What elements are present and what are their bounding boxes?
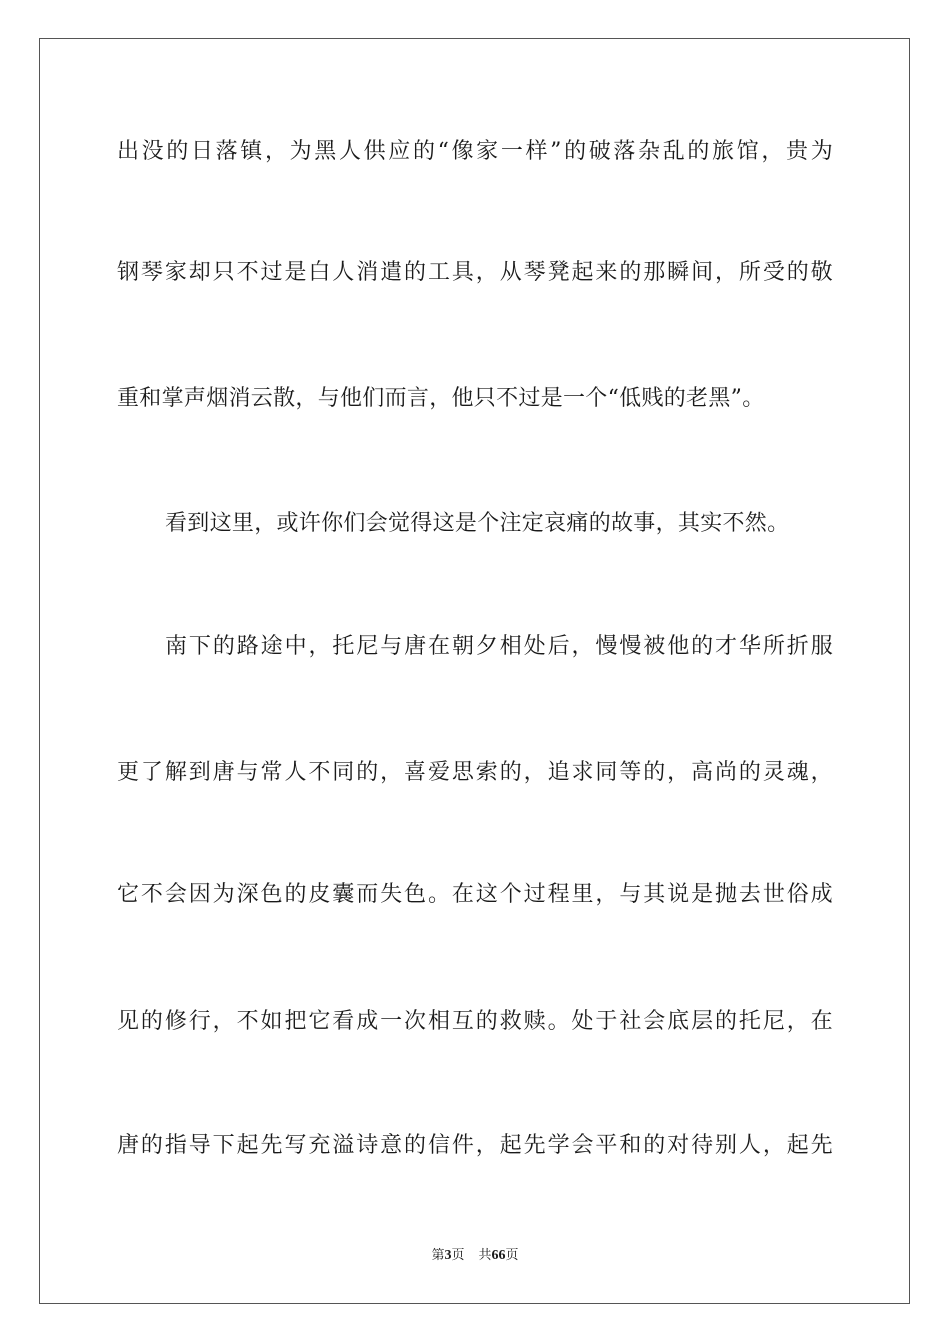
paragraph-3-line-1: 南下的路途中，托尼与唐在朝夕相处后，慢慢被他的才华所折服 — [165, 634, 833, 659]
footer-total-pages: 66 — [491, 1248, 506, 1263]
body-line-2: 钢琴家却只不过是白人消遣的工具，从琴凳起来的那瞬间，所受的敬 — [117, 260, 833, 285]
body-line-1: 出没的日落镇，为黑人供应的“像家一样”的破落杂乱的旅馆，贵为 — [117, 139, 833, 164]
footer-page-suffix: 页 — [451, 1248, 465, 1263]
body-line-3: 重和掌声烟消云散，与他们而言，他只不过是一个“低贱的老黑”。 — [117, 386, 765, 411]
paragraph-3-line-2: 更了解到唐与常人不同的，喜爱思索的，追求同等的，高尚的灵魂， — [117, 760, 833, 785]
page-footer — [0, 1247, 950, 1265]
paragraph-3-line-5: 唐的指导下起先写充溢诗意的信件，起先学会平和的对待别人，起先 — [117, 1133, 833, 1158]
footer-total-prefix: 共 — [478, 1248, 492, 1263]
footer-total-suffix: 页 — [505, 1248, 519, 1263]
paragraph-3-line-3: 它不会因为深色的皮囊而失色。在这个过程里，与其说是抛去世俗成 — [117, 882, 833, 907]
footer-page-number: 3 — [444, 1248, 452, 1263]
page-border — [39, 38, 910, 1304]
paragraph-2-line-1: 看到这里，或许你们会觉得这是个注定哀痛的故事，其实不然。 — [165, 511, 790, 536]
footer-page-prefix: 第 — [431, 1248, 445, 1263]
paragraph-3-line-4: 见的修行，不如把它看成一次相互的救赎。处于社会底层的托尼，在 — [117, 1009, 833, 1034]
